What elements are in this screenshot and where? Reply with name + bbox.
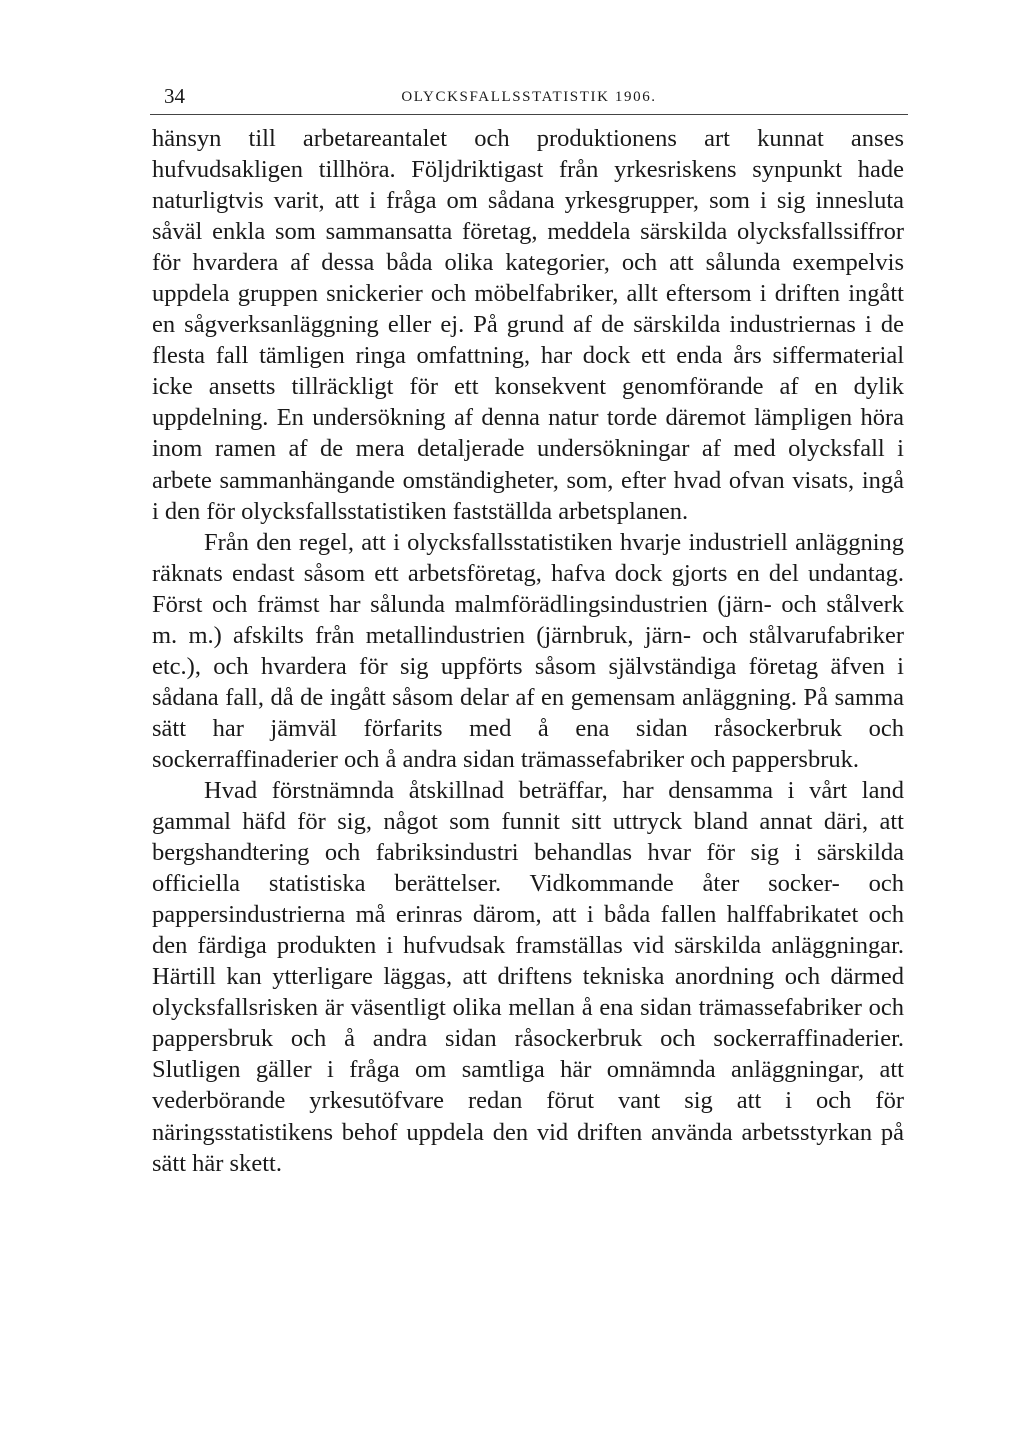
body-text [152, 123, 904, 1179]
paragraph-3: Hvad förstnämnda åtskillnad beträffar, har densamma i vårt land gammal häfd för sig, något som funnit sitt uttryck bland annat däri, att bergshandtering och fabriksindustri behandlas hvar för sig i särskilda officiella statistiska berättelser. Vidkommande åter socker- och pappersindustrierna må erinras därom, att i båda fallen halffabrikatet och den färdiga produkten i hufvudsak framställas vid särskilda anläggningar. Härtill kan ytterligare läggas, att driftens tekniska anordning och därmed olycksfallsrisken är väsentligt olika mellan å ena sidan trämassefabriker och pappersbruk och å andra sidan råsockerbruk och sockerraffinaderier. Slutligen gäller i fråga om samtliga här omnämnda anläggningar, att vederbörande yrkesutöfvare redan förut vant sig att i och för näringsstatistikens behof uppdela den vid driften använda arbetsstyrkan på sätt här skett. [152, 776, 904, 1177]
paragraph-2: Från den regel, att i olycksfallsstatistiken hvarje industriell anläggning räknats endast såsom ett arbetsföretag, hafva dock gjorts en del undantag. Först och främst har sålunda malmförädlingsindustrien (järn- och stålverk m. m.) afskilts från metallindustrien (järnbruk, järn- och stålvarufabriker etc.), och hvardera för sig uppförts såsom självständiga företag äfven i sådana fall, då de ingått såsom delar af en gemensam anläggning. På samma sätt har jämväl förfarits med å ena sidan råsockerbruk och sockerraffinaderier och å andra sidan trämassefabriker och pappersbruk. [152, 528, 904, 773]
running-header [150, 80, 908, 115]
page-number: 34 [164, 84, 185, 108]
paragraph-1: hänsyn till arbetareantalet och produktionens art kunnat anses hufvudsakligen tillhöra. Följdriktigast från yrkesriskens synpunkt hade naturligtvis varit, att i fråga om sådana yrkesgrupper, som i sig innesluta såväl enkla som sammansatta företag, meddela särskilda olycksfallssiffror för hvardera af dessa båda olika kategorier, och att sålunda exempelvis uppdela gruppen snickerier och möbelfabriker, allt eftersom i driften ingått en sågverksanläggning eller ej. På grund af de särskilda industriernas i de flesta fall tämligen ringa omfattning, har dock ett enda års siffermaterial icke ansetts tillräckligt för ett konsekvent genomförande af en dylik uppdelning. En undersökning af denna natur torde däremot lämpligen höra inom ramen af de mera detaljerade undersökningar af med olycksfall i arbete sammanhängande omständigheter, som, efter hvad ofvan visats, ingå i den för olycksfallsstatistiken fastställda arbetsplanen. [152, 125, 904, 525]
book-page [152, 80, 904, 1179]
running-title: OLYCKSFALLSSTATISTIK 1906. [401, 89, 657, 105]
